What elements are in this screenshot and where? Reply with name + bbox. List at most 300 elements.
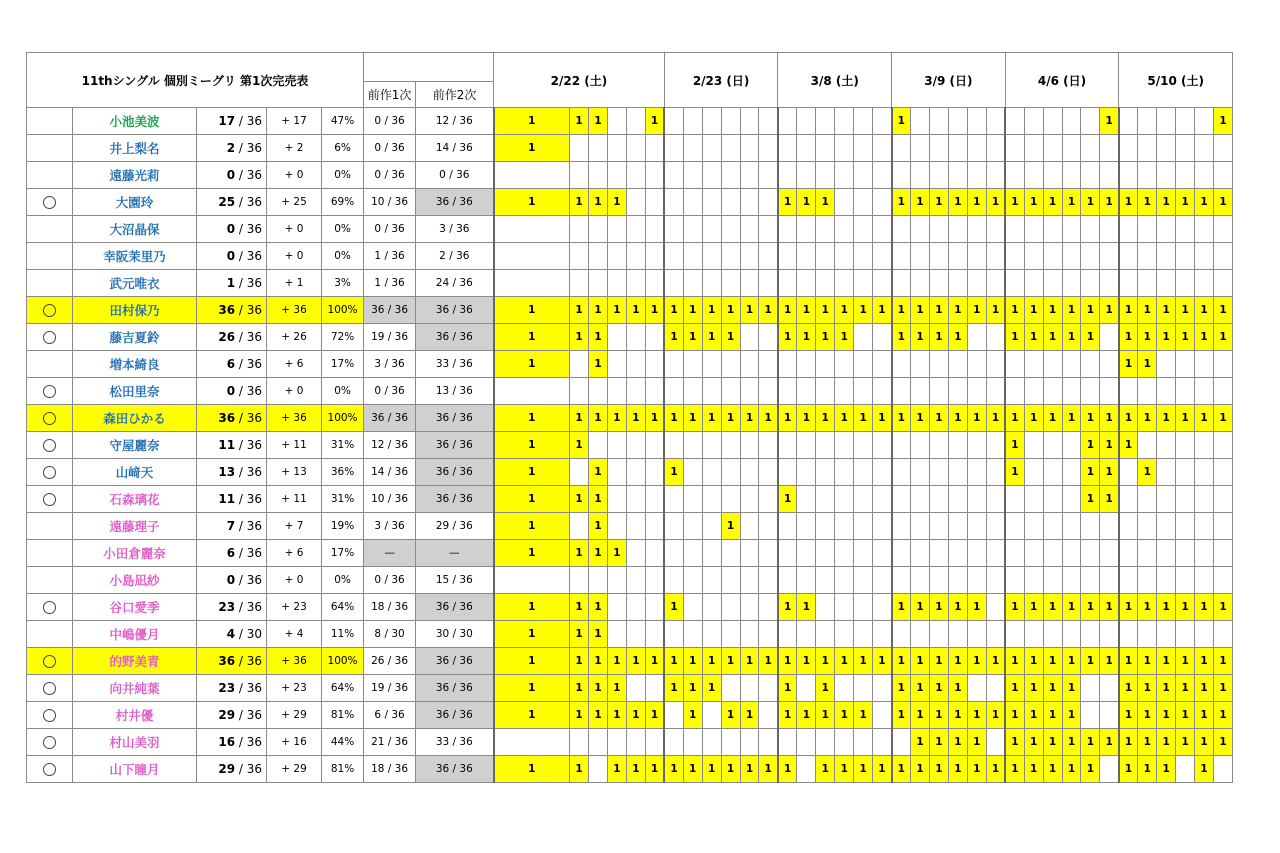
- slot-cell: 1: [835, 756, 854, 783]
- slot-cell: [948, 486, 967, 513]
- member-name: 大沼晶保: [73, 216, 197, 243]
- increase: + 0: [267, 243, 322, 270]
- slot-cell: [892, 540, 911, 567]
- slot-cell: [1024, 108, 1043, 135]
- slot-cell: [1081, 108, 1100, 135]
- status-mark: [27, 189, 73, 216]
- slot-cell: [797, 486, 816, 513]
- sold-number: 7: [226, 519, 236, 533]
- slot-cell: [1214, 432, 1233, 459]
- slot-cell: 1: [1138, 729, 1157, 756]
- slot-cell: 1: [911, 297, 930, 324]
- slot-cell: [816, 513, 835, 540]
- slot-cell: [835, 540, 854, 567]
- slot-cell: [1043, 567, 1062, 594]
- slot-cell: 1: [911, 675, 930, 702]
- slot-cell: 1: [494, 675, 570, 702]
- slot-cell: 1: [1176, 729, 1195, 756]
- slot-cell: [911, 540, 930, 567]
- percent: 100%: [322, 405, 364, 432]
- slot-cell: 1: [494, 756, 570, 783]
- slot-cell: [683, 432, 702, 459]
- slot-cell: 1: [1214, 675, 1233, 702]
- slot-cell: [854, 567, 873, 594]
- slot-cell: [1043, 432, 1062, 459]
- slot-cell: 1: [1119, 324, 1138, 351]
- slot-cell: [854, 135, 873, 162]
- slot-cell: [1062, 513, 1081, 540]
- slot-cell: [1081, 567, 1100, 594]
- prev2-value: 12 / 36: [416, 108, 494, 135]
- sold-total: / 36: [235, 573, 262, 587]
- slot-cell: [948, 351, 967, 378]
- slot-cell: [626, 567, 645, 594]
- increase: + 0: [267, 216, 322, 243]
- slot-cell: [948, 162, 967, 189]
- slot-cell: 1: [1024, 405, 1043, 432]
- slot-cell: 1: [1100, 459, 1119, 486]
- slot-cell: [702, 270, 721, 297]
- slot-cell: [626, 189, 645, 216]
- slot-cell: [1119, 135, 1138, 162]
- member-name: 増本綺良: [73, 351, 197, 378]
- slot-cell: [626, 378, 645, 405]
- slot-cell: 1: [1157, 189, 1176, 216]
- slot-cell: 1: [911, 189, 930, 216]
- sold-count: [197, 162, 267, 189]
- slot-cell: [1024, 486, 1043, 513]
- status-mark: [27, 459, 73, 486]
- slot-cell: [570, 216, 589, 243]
- slot-cell: 1: [645, 648, 664, 675]
- slot-cell: 1: [948, 756, 967, 783]
- slot-cell: [778, 378, 797, 405]
- slot-cell: [1138, 243, 1157, 270]
- slot-cell: 1: [683, 648, 702, 675]
- table-row: [27, 216, 1252, 243]
- slot-cell: [797, 675, 816, 702]
- percent: 11%: [322, 621, 364, 648]
- slot-cell: [1062, 459, 1081, 486]
- slot-cell: [626, 540, 645, 567]
- slot-cell: 1: [1214, 729, 1233, 756]
- slot-cell: [1138, 567, 1157, 594]
- slot-cell: 1: [854, 405, 873, 432]
- slot-cell: 1: [1005, 405, 1024, 432]
- circle-icon: [43, 412, 56, 425]
- prev1-value: 0 / 36: [364, 162, 416, 189]
- slot-cell: [1119, 216, 1138, 243]
- slot-cell: [816, 108, 835, 135]
- slot-cell: [721, 567, 740, 594]
- status-mark: [27, 351, 73, 378]
- circle-icon: [43, 493, 56, 506]
- slot-cell: 1: [1176, 675, 1195, 702]
- slot-cell: [967, 108, 986, 135]
- slot-cell: 1: [1062, 756, 1081, 783]
- increase: + 11: [267, 432, 322, 459]
- slot-cell: [1005, 270, 1024, 297]
- slot-cell: [607, 162, 626, 189]
- slot-cell: [929, 513, 948, 540]
- prev1-value: 12 / 36: [364, 432, 416, 459]
- slot-cell: 1: [967, 594, 986, 621]
- slot-cell: 1: [607, 297, 626, 324]
- increase: + 0: [267, 162, 322, 189]
- slot-cell: [1176, 540, 1195, 567]
- slot-cell: [607, 378, 626, 405]
- increase: + 29: [267, 756, 322, 783]
- slot-cell: 1: [835, 297, 854, 324]
- slot-cell: [494, 162, 570, 189]
- sold-count: [197, 351, 267, 378]
- increase: + 26: [267, 324, 322, 351]
- slot-cell: 1: [1100, 648, 1119, 675]
- slot-cell: 1: [1081, 405, 1100, 432]
- slot-cell: [1062, 243, 1081, 270]
- slot-cell: [702, 540, 721, 567]
- slot-cell: 1: [740, 297, 759, 324]
- slot-cell: [892, 513, 911, 540]
- slot-cell: [1138, 108, 1157, 135]
- slot-cell: [1176, 135, 1195, 162]
- slot-cell: [740, 378, 759, 405]
- slot-cell: 1: [929, 702, 948, 729]
- slot-cell: [683, 567, 702, 594]
- slot-cell: [721, 108, 740, 135]
- slot-cell: 1: [1195, 729, 1214, 756]
- slot-cell: [816, 162, 835, 189]
- prev2-value: 30 / 30: [416, 621, 494, 648]
- sold-total: / 36: [235, 114, 262, 128]
- slot-cell: [1100, 540, 1119, 567]
- slot-cell: 1: [721, 297, 740, 324]
- slot-cell: 1: [1005, 729, 1024, 756]
- slot-cell: [740, 540, 759, 567]
- percent: 31%: [322, 486, 364, 513]
- slot-cell: [721, 486, 740, 513]
- slot-cell: [702, 189, 721, 216]
- slot-cell: 1: [607, 189, 626, 216]
- slot-cell: [873, 513, 892, 540]
- slot-cell: [873, 675, 892, 702]
- slot-cell: [854, 432, 873, 459]
- slot-cell: 1: [645, 702, 664, 729]
- slot-cell: 1: [1005, 594, 1024, 621]
- percent: 44%: [322, 729, 364, 756]
- slot-cell: 1: [645, 405, 664, 432]
- slot-cell: [873, 432, 892, 459]
- slot-cell: [892, 243, 911, 270]
- slot-cell: 1: [664, 756, 683, 783]
- slot-cell: 1: [1119, 648, 1138, 675]
- slot-cell: [1214, 243, 1233, 270]
- slot-cell: [911, 459, 930, 486]
- slot-cell: [929, 216, 948, 243]
- slot-cell: 1: [494, 486, 570, 513]
- slot-cell: [911, 513, 930, 540]
- percent: 6%: [322, 135, 364, 162]
- slot-cell: [1062, 621, 1081, 648]
- slot-cell: [1157, 540, 1176, 567]
- slot-cell: [589, 162, 608, 189]
- circle-icon: [43, 385, 56, 398]
- slot-cell: 1: [607, 405, 626, 432]
- slot-cell: [759, 216, 778, 243]
- slot-cell: [1043, 459, 1062, 486]
- slot-cell: [1176, 432, 1195, 459]
- table-row: [27, 432, 1252, 459]
- date-header: 3/9 (日): [892, 53, 1006, 108]
- increase: + 7: [267, 513, 322, 540]
- sold-count: [197, 594, 267, 621]
- slot-cell: [948, 270, 967, 297]
- slot-cell: [854, 675, 873, 702]
- slot-cell: [683, 189, 702, 216]
- slot-cell: [607, 486, 626, 513]
- slot-cell: [1062, 216, 1081, 243]
- slot-cell: 1: [948, 297, 967, 324]
- slot-cell: 1: [873, 297, 892, 324]
- slot-cell: [759, 729, 778, 756]
- slot-cell: [854, 513, 873, 540]
- sold-count: [197, 540, 267, 567]
- table-row: [27, 351, 1252, 378]
- slot-cell: [835, 513, 854, 540]
- slot-cell: [1062, 486, 1081, 513]
- slot-cell: 1: [967, 405, 986, 432]
- prev1-value: 6 / 36: [364, 702, 416, 729]
- slot-cell: [986, 324, 1005, 351]
- slot-cell: [854, 351, 873, 378]
- slot-cell: [948, 540, 967, 567]
- slot-cell: 1: [911, 648, 930, 675]
- slot-cell: [702, 351, 721, 378]
- slot-cell: 1: [1214, 702, 1233, 729]
- status-mark: [27, 648, 73, 675]
- slot-cell: 1: [570, 432, 589, 459]
- slot-cell: 1: [626, 297, 645, 324]
- slot-cell: [816, 378, 835, 405]
- member-name: 的野美青: [73, 648, 197, 675]
- slot-cell: [911, 135, 930, 162]
- increase: + 29: [267, 702, 322, 729]
- slot-cell: [626, 594, 645, 621]
- slot-cell: 1: [1024, 297, 1043, 324]
- sold-count: [197, 243, 267, 270]
- slot-cell: [607, 243, 626, 270]
- slot-cell: [645, 324, 664, 351]
- slot-cell: 1: [948, 675, 967, 702]
- slot-cell: [929, 162, 948, 189]
- slot-cell: 1: [683, 405, 702, 432]
- prev1-value: 19 / 36: [364, 675, 416, 702]
- sold-total: / 36: [235, 519, 262, 533]
- member-name: 小島凪紗: [73, 567, 197, 594]
- prev2-value: 3 / 36: [416, 216, 494, 243]
- slot-cell: [1043, 216, 1062, 243]
- slot-cell: [759, 162, 778, 189]
- slot-cell: [1081, 378, 1100, 405]
- slot-cell: 1: [494, 540, 570, 567]
- slot-cell: [683, 594, 702, 621]
- slot-cell: 1: [702, 648, 721, 675]
- slot-cell: 1: [589, 702, 608, 729]
- slot-cell: 1: [1119, 702, 1138, 729]
- slot-cell: [873, 270, 892, 297]
- slot-cell: [911, 162, 930, 189]
- slot-cell: [645, 378, 664, 405]
- slot-cell: [721, 351, 740, 378]
- sold-total: / 36: [235, 654, 262, 668]
- percent: 47%: [322, 108, 364, 135]
- slot-cell: [1138, 513, 1157, 540]
- slot-cell: [1081, 216, 1100, 243]
- sold-count: [197, 648, 267, 675]
- circle-icon: [43, 196, 56, 209]
- slot-cell: [1214, 540, 1233, 567]
- slot-cell: [1100, 270, 1119, 297]
- circle-icon: [43, 439, 56, 452]
- slot-cell: 1: [664, 297, 683, 324]
- table-row: [27, 729, 1252, 756]
- slot-cell: [1157, 135, 1176, 162]
- slot-cell: 1: [589, 513, 608, 540]
- slot-cell: [1195, 135, 1214, 162]
- slot-cell: [967, 486, 986, 513]
- prev2-value: 14 / 36: [416, 135, 494, 162]
- slot-cell: [854, 270, 873, 297]
- slot-cell: 1: [892, 324, 911, 351]
- prev2-value: 2 / 36: [416, 243, 494, 270]
- prev2-value: 33 / 36: [416, 729, 494, 756]
- slot-cell: [816, 243, 835, 270]
- table-row: [27, 675, 1252, 702]
- slot-cell: [1005, 108, 1024, 135]
- slot-cell: [1157, 162, 1176, 189]
- prev1-value: —: [364, 540, 416, 567]
- slot-cell: 1: [721, 405, 740, 432]
- slot-cell: 1: [1214, 108, 1233, 135]
- slot-cell: [1024, 432, 1043, 459]
- slot-cell: 1: [854, 702, 873, 729]
- sold-total: / 36: [235, 735, 262, 749]
- increase: + 25: [267, 189, 322, 216]
- sold-count: [197, 486, 267, 513]
- slot-cell: [911, 567, 930, 594]
- slot-cell: [1005, 486, 1024, 513]
- slot-cell: [967, 162, 986, 189]
- slot-cell: 1: [1024, 702, 1043, 729]
- slot-cell: [1043, 378, 1062, 405]
- slot-cell: [626, 270, 645, 297]
- slot-cell: [589, 378, 608, 405]
- slot-cell: 1: [1214, 297, 1233, 324]
- slot-cell: [570, 243, 589, 270]
- slot-cell: 1: [494, 648, 570, 675]
- slot-cell: 1: [816, 756, 835, 783]
- slot-cell: [1176, 486, 1195, 513]
- slot-cell: [740, 243, 759, 270]
- sold-number: 0: [226, 573, 236, 587]
- slot-cell: [721, 675, 740, 702]
- sold-total: / 36: [235, 330, 262, 344]
- slot-cell: 1: [967, 729, 986, 756]
- slot-cell: 1: [1005, 702, 1024, 729]
- sold-count: [197, 324, 267, 351]
- slot-cell: [1176, 270, 1195, 297]
- slot-cell: [835, 594, 854, 621]
- circle-icon: [43, 331, 56, 344]
- slot-cell: [683, 270, 702, 297]
- slot-cell: 1: [967, 756, 986, 783]
- slot-cell: 1: [570, 486, 589, 513]
- prev2-value: 33 / 36: [416, 351, 494, 378]
- slot-cell: 1: [1062, 729, 1081, 756]
- slot-cell: [494, 567, 570, 594]
- sold-count: [197, 621, 267, 648]
- slot-cell: 1: [494, 621, 570, 648]
- slot-cell: 1: [1043, 405, 1062, 432]
- slot-cell: [967, 270, 986, 297]
- sold-total: / 36: [235, 276, 262, 290]
- slot-cell: [1081, 351, 1100, 378]
- slot-cell: [664, 270, 683, 297]
- slot-cell: 1: [816, 405, 835, 432]
- slot-cell: [721, 216, 740, 243]
- slot-cell: [1138, 270, 1157, 297]
- slot-cell: 1: [721, 513, 740, 540]
- slot-cell: [683, 243, 702, 270]
- slot-cell: [948, 432, 967, 459]
- slot-cell: 1: [797, 405, 816, 432]
- slot-cell: 1: [1195, 702, 1214, 729]
- sold-count: [197, 675, 267, 702]
- slot-cell: [797, 135, 816, 162]
- slot-cell: [494, 243, 570, 270]
- table-row: [27, 162, 1252, 189]
- slot-cell: 1: [1138, 351, 1157, 378]
- slot-cell: [967, 621, 986, 648]
- slot-cell: 1: [702, 756, 721, 783]
- slot-cell: 1: [607, 648, 626, 675]
- slot-cell: [873, 486, 892, 513]
- slot-cell: 1: [570, 621, 589, 648]
- slot-cell: [873, 324, 892, 351]
- increase: + 0: [267, 567, 322, 594]
- slot-cell: [986, 243, 1005, 270]
- table-row: [27, 459, 1252, 486]
- slot-cell: [721, 432, 740, 459]
- slot-cell: [1195, 540, 1214, 567]
- slot-cell: [683, 486, 702, 513]
- slot-cell: [664, 513, 683, 540]
- slot-cell: [948, 135, 967, 162]
- slot-cell: [1062, 378, 1081, 405]
- slot-cell: [626, 162, 645, 189]
- prev1-value: 10 / 36: [364, 486, 416, 513]
- slot-cell: [1157, 567, 1176, 594]
- slot-cell: [854, 108, 873, 135]
- increase: + 23: [267, 675, 322, 702]
- slot-cell: [911, 432, 930, 459]
- slot-cell: [1024, 216, 1043, 243]
- slot-cell: 1: [589, 621, 608, 648]
- slot-cell: 1: [1119, 756, 1138, 783]
- slot-cell: 1: [967, 648, 986, 675]
- prev2-value: 36 / 36: [416, 324, 494, 351]
- slot-cell: [740, 108, 759, 135]
